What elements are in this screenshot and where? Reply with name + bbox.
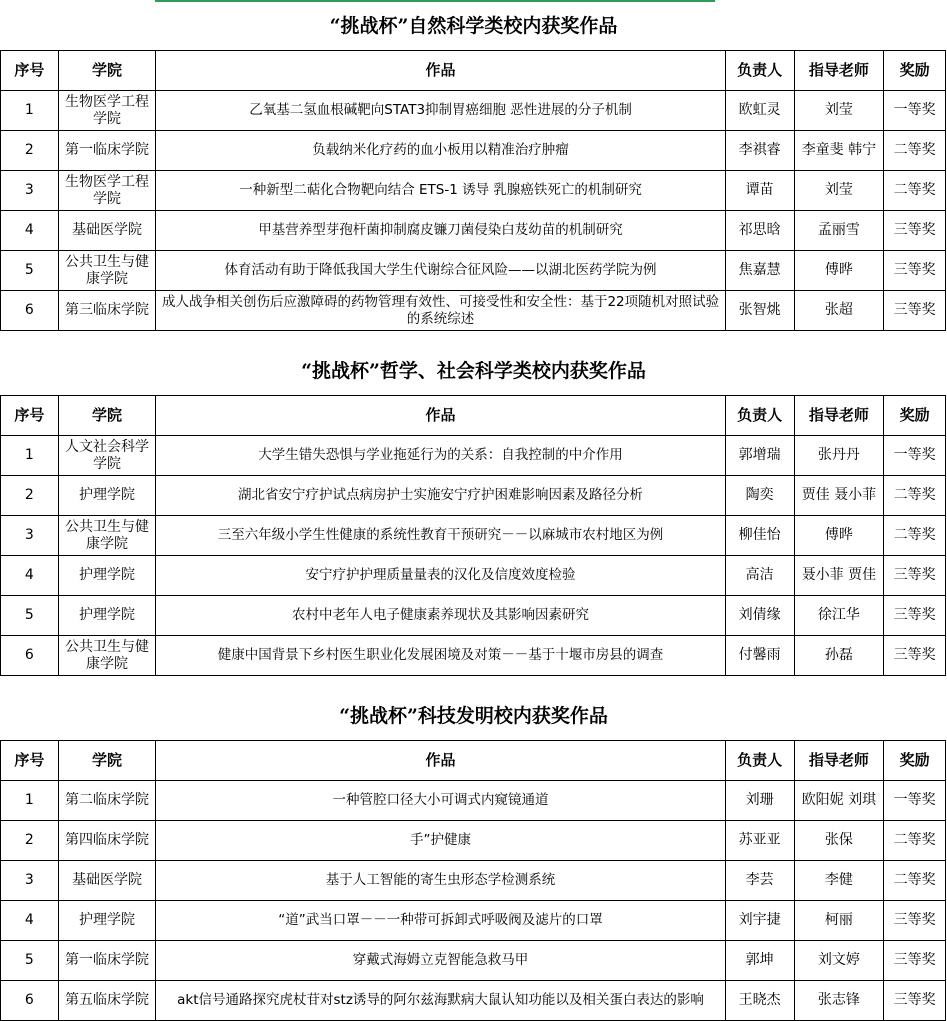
cell-work-title: 健康中国背景下乡村医生职业化发展困境及对策－－基于十堰市房县的调查: [156, 636, 725, 676]
cell-advisor: 欧阳妮 刘琪: [794, 781, 884, 821]
cell-row-number: 3: [1, 516, 59, 556]
cell-work-title: 甲基营养型芽孢杆菌抑制腐皮镰刀菌侵染白芨幼苗的机制研究: [156, 211, 725, 251]
awards-table: [0, 740, 946, 1021]
cell-leader: 刘倩缘: [725, 596, 794, 636]
header-college: 学院: [58, 396, 156, 436]
table-row: [1, 556, 946, 596]
cell-row-number: 3: [1, 171, 59, 211]
cell-advisor: 柯丽: [794, 901, 884, 941]
cell-award: 三等奖: [884, 211, 946, 251]
table-row: [1, 436, 946, 476]
cell-row-number: 5: [1, 596, 59, 636]
cell-advisor: 张志锋: [794, 981, 884, 1021]
cell-college: 公共卫生与健康学院: [58, 516, 156, 556]
cell-award: 三等奖: [884, 636, 946, 676]
cell-award: 三等奖: [884, 941, 946, 981]
cell-row-number: 6: [1, 291, 59, 331]
cell-leader: 郭增瑞: [725, 436, 794, 476]
cell-row-number: 1: [1, 781, 59, 821]
cell-award: 三等奖: [884, 251, 946, 291]
award-section: [0, 692, 947, 1021]
cell-advisor: 张保: [794, 821, 884, 861]
cell-leader: 李祺睿: [725, 131, 794, 171]
cell-leader: 祁思晗: [725, 211, 794, 251]
cell-award: 三等奖: [884, 901, 946, 941]
cell-leader: 陶奕: [725, 476, 794, 516]
cell-college: 第二临床学院: [58, 781, 156, 821]
table-header-row: [1, 396, 946, 436]
cell-college: 第一临床学院: [58, 131, 156, 171]
header-advisor: 指导老师: [794, 741, 884, 781]
cell-advisor: 聂小菲 贾佳: [794, 556, 884, 596]
cell-college: 基础医学院: [58, 211, 156, 251]
cell-college: 第三临床学院: [58, 291, 156, 331]
table-row: [1, 596, 946, 636]
cell-row-number: 1: [1, 91, 59, 131]
cell-work-title: 手”护健康: [156, 821, 725, 861]
cell-leader: 高洁: [725, 556, 794, 596]
awards-table: [0, 395, 946, 676]
awards-table: [0, 50, 946, 331]
table-row: [1, 516, 946, 556]
cell-advisor: 孙磊: [794, 636, 884, 676]
cell-leader: 欧虹灵: [725, 91, 794, 131]
cell-college: 护理学院: [58, 556, 156, 596]
header-row-number: 序号: [1, 396, 59, 436]
cell-row-number: 1: [1, 436, 59, 476]
table-row: [1, 131, 946, 171]
cell-row-number: 6: [1, 636, 59, 676]
cell-work-title: 基于人工智能的寄生虫形态学检测系统: [156, 861, 725, 901]
table-row: [1, 171, 946, 211]
header-award: 奖励: [884, 741, 946, 781]
cell-leader: 付馨雨: [725, 636, 794, 676]
table-header-row: [1, 741, 946, 781]
cell-advisor: 傅晔: [794, 516, 884, 556]
cell-work-title: 三至六年级小学生性健康的系统性教育干预研究－－以麻城市农村地区为例: [156, 516, 725, 556]
cell-row-number: 5: [1, 941, 59, 981]
cell-award: 三等奖: [884, 981, 946, 1021]
table-row: [1, 91, 946, 131]
cell-college: 第五临床学院: [58, 981, 156, 1021]
cell-leader: 刘宇捷: [725, 901, 794, 941]
header-work-title: 作品: [156, 741, 725, 781]
cell-row-number: 4: [1, 556, 59, 596]
cell-advisor: 刘莹: [794, 91, 884, 131]
section-title: “挑战杯”科技发明校内获奖作品: [339, 705, 608, 727]
cell-advisor: 李童斐 韩宁: [794, 131, 884, 171]
header-leader: 负责人: [725, 741, 794, 781]
cell-advisor: 孟丽雪: [794, 211, 884, 251]
cell-work-title: akt信号通路探究虎杖苷对stz诱导的阿尔兹海默病大鼠认知功能以及相关蛋白表达的影响: [156, 981, 725, 1021]
section-title: “挑战杯”自然科学类校内获奖作品: [329, 15, 618, 37]
cell-work-title: 乙氧基二氢血根碱靶向STAT3抑制胃癌细胞 恶性进展的分子机制: [156, 91, 725, 131]
cell-award: 二等奖: [884, 131, 946, 171]
cell-college: 护理学院: [58, 596, 156, 636]
cell-advisor: 徐江华: [794, 596, 884, 636]
cell-award: 三等奖: [884, 596, 946, 636]
cell-award: 一等奖: [884, 91, 946, 131]
header-college: 学院: [58, 741, 156, 781]
cell-award: 三等奖: [884, 291, 946, 331]
cell-work-title: 体育活动有助于降低我国大学生代谢综合征风险——以湖北医药学院为例: [156, 251, 725, 291]
table-row: [1, 476, 946, 516]
cell-leader: 谭苗: [725, 171, 794, 211]
header-work-title: 作品: [156, 51, 725, 91]
cell-work-title: 穿戴式海姆立克智能急救马甲: [156, 941, 725, 981]
header-college: 学院: [58, 51, 156, 91]
cell-college: 第一临床学院: [58, 941, 156, 981]
cell-work-title: 大学生错失恐惧与学业拖延行为的关系：自我控制的中介作用: [156, 436, 725, 476]
table-row: [1, 781, 946, 821]
cell-leader: 焦嘉慧: [725, 251, 794, 291]
cell-row-number: 5: [1, 251, 59, 291]
cell-leader: 刘珊: [725, 781, 794, 821]
cell-work-title: 成人战争相关创伤后应激障碍的药物管理有效性、可接受性和安全性：基于22项随机对照试验的系统综述: [156, 291, 725, 331]
cell-row-number: 3: [1, 861, 59, 901]
table-row: [1, 941, 946, 981]
cell-work-title: 安宁疗护护理质量量表的汉化及信度效度检验: [156, 556, 725, 596]
cell-row-number: 6: [1, 981, 59, 1021]
table-row: [1, 821, 946, 861]
header-advisor: 指导老师: [794, 51, 884, 91]
header-row-number: 序号: [1, 51, 59, 91]
cell-award: 一等奖: [884, 436, 946, 476]
header-leader: 负责人: [725, 396, 794, 436]
header-advisor: 指导老师: [794, 396, 884, 436]
cell-award: 二等奖: [884, 516, 946, 556]
cell-leader: 王晓杰: [725, 981, 794, 1021]
cell-work-title: 一种新型二萜化合物靶向结合 ETS-1 诱导 乳腺癌铁死亡的机制研究: [156, 171, 725, 211]
cell-work-title: 湖北省安宁疗护试点病房护士实施安宁疗护困难影响因素及路径分析: [156, 476, 725, 516]
cell-award: 二等奖: [884, 861, 946, 901]
header-leader: 负责人: [725, 51, 794, 91]
cell-work-title: 一种管腔口径大小可调式内窥镜通道: [156, 781, 725, 821]
cell-row-number: 2: [1, 821, 59, 861]
table-row: [1, 981, 946, 1021]
cell-row-number: 2: [1, 476, 59, 516]
table-header-row: [1, 51, 946, 91]
cell-leader: 张智烑: [725, 291, 794, 331]
cell-advisor: 张丹丹: [794, 436, 884, 476]
cell-college: 生物医学工程学院: [58, 91, 156, 131]
cell-award: 二等奖: [884, 821, 946, 861]
header-work-title: 作品: [156, 396, 725, 436]
section-title: “挑战杯”哲学、社会科学类校内获奖作品: [301, 360, 646, 382]
cell-college: 公共卫生与健康学院: [58, 636, 156, 676]
cell-college: 人文社会科学学院: [58, 436, 156, 476]
cell-advisor: 李健: [794, 861, 884, 901]
table-row: [1, 861, 946, 901]
award-section: [0, 2, 947, 331]
cell-college: 基础医学院: [58, 861, 156, 901]
cell-college: 第四临床学院: [58, 821, 156, 861]
table-row: [1, 211, 946, 251]
cell-leader: 李芸: [725, 861, 794, 901]
cell-award: 二等奖: [884, 476, 946, 516]
cell-college: 生物医学工程学院: [58, 171, 156, 211]
cell-leader: 柳佳怡: [725, 516, 794, 556]
cell-advisor: 刘莹: [794, 171, 884, 211]
cell-award: 三等奖: [884, 556, 946, 596]
header-award: 奖励: [884, 396, 946, 436]
award-section: [0, 347, 947, 676]
cell-work-title: 负载纳米化疗药的血小板用以精准治疗肿瘤: [156, 131, 725, 171]
cell-row-number: 4: [1, 211, 59, 251]
cell-work-title: “道”武当口罩－－一种带可拆卸式呼吸阀及滤片的口罩: [156, 901, 725, 941]
cell-work-title: 农村中老年人电子健康素养现状及其影响因素研究: [156, 596, 725, 636]
header-award: 奖励: [884, 51, 946, 91]
cell-college: 护理学院: [58, 476, 156, 516]
cell-advisor: 刘文婷: [794, 941, 884, 981]
cell-advisor: 贾佳 聂小菲: [794, 476, 884, 516]
cell-row-number: 4: [1, 901, 59, 941]
cell-award: 二等奖: [884, 171, 946, 211]
cell-row-number: 2: [1, 131, 59, 171]
cell-award: 一等奖: [884, 781, 946, 821]
header-row-number: 序号: [1, 741, 59, 781]
table-row: [1, 636, 946, 676]
cell-leader: 苏亚亚: [725, 821, 794, 861]
table-row: [1, 251, 946, 291]
table-row: [1, 901, 946, 941]
cell-college: 公共卫生与健康学院: [58, 251, 156, 291]
cell-leader: 郭坤: [725, 941, 794, 981]
table-row: [1, 291, 946, 331]
cell-advisor: 张超: [794, 291, 884, 331]
cell-advisor: 傅晔: [794, 251, 884, 291]
cell-college: 护理学院: [58, 901, 156, 941]
